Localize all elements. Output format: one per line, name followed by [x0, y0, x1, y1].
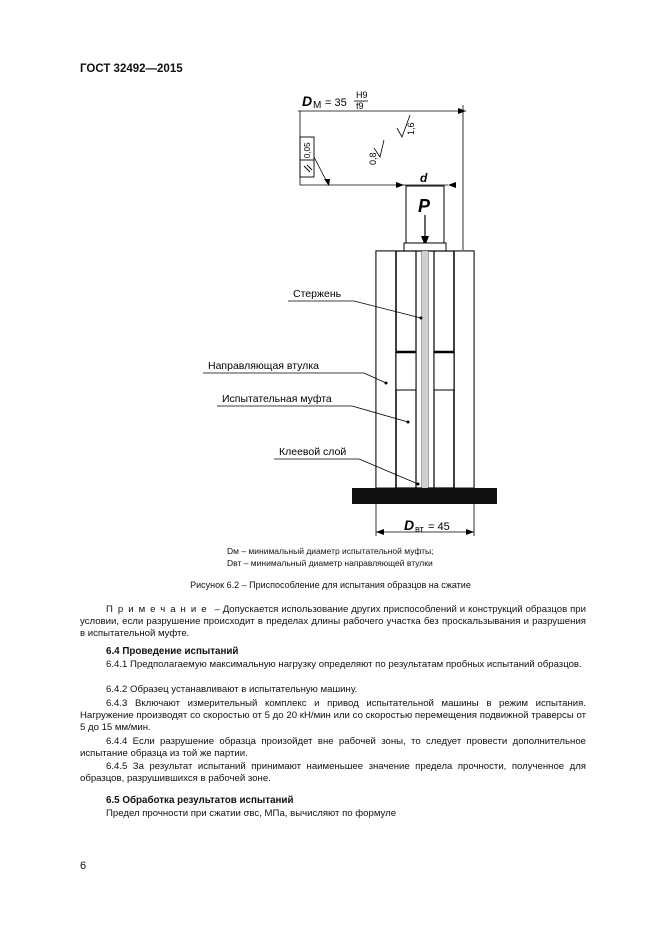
svg-text:Стержень: Стержень [293, 288, 342, 300]
definition-dm: Dм – минимальный диаметр испытательной муфты; [227, 546, 434, 556]
svg-text:1,6: 1,6 [406, 122, 416, 135]
dim-d-label: d [420, 171, 428, 185]
dim-dm-label: D [302, 93, 313, 109]
standard-header: ГОСТ 32492—2015 [80, 63, 183, 75]
page-number: 6 [80, 860, 87, 872]
force-label: P [418, 196, 431, 216]
figure-caption: Рисунок 6.2 – Приспособление для испытания образцов на сжатие [190, 580, 471, 590]
note-text: – Допускается использование других приспособлений и конструкций образцов при условии, если разрушение происходит в пределах длины рабочего участка без проскальзывания и разрушения в испытательной муфте. [80, 604, 586, 640]
roughness-mark-2 [368, 140, 384, 165]
note-paragraph [80, 604, 586, 641]
svg-text:Направляющая втулка: Направляющая втулка [208, 360, 319, 372]
para-6-4-4: 6.4.4 Если разрушение образца произойдет вне рабочей зоны, то следует провести дополнительное испытание образца из той же партии. [80, 736, 586, 760]
para-6-4-1: 6.4.1 Предполагаемую максимальную нагрузку определяют по результатам пробных испытаний образцов. [106, 659, 582, 670]
dim-dvt-subscript: вт [415, 524, 424, 534]
definition-dvt: Dвт – минимальный диаметр направляющей втулки [227, 558, 433, 568]
dim-dm-value: = 35 [325, 97, 347, 109]
svg-text:0,8: 0,8 [368, 152, 378, 165]
para-6-4-3: 6.4.3 Включают измерительный комплекс и привод испытательной машины в режим испытания. Нагружение производят со скоростью от 5 до 20 кН/мин или со скоростью перемещения подвижной траверсы от 5 до 15 мм/мин. [80, 698, 586, 734]
section-6-5-title: 6.5 Обработка результатов испытаний [106, 795, 294, 806]
dim-dm-subscript: М [313, 100, 322, 111]
para-6-4-2: 6.4.2 Образец устанавливают в испытательную машину. [106, 684, 358, 695]
dim-dvt-value: = 45 [428, 521, 450, 533]
para-6-5-1: Предел прочности при сжатии σвс, МПа, вычисляют по формуле [106, 808, 397, 819]
roughness-mark-1 [397, 115, 416, 137]
label-guide [203, 360, 388, 385]
note-heading: Примечание [106, 604, 212, 615]
svg-text:Клеевой слой: Клеевой слой [279, 446, 347, 458]
base-plate [352, 488, 497, 504]
svg-text:Испытательная муфта: Испытательная муфта [222, 393, 332, 405]
dim-dm-fit-bottom: f9 [356, 101, 364, 111]
dim-dvt-label: D [404, 517, 415, 533]
tolerance-value: 0,05 [303, 142, 312, 158]
para-6-4-5: 6.4.5 За результат испытаний принимают наименьшее значение предела прочности, полученное для образцов, разрушившихся в рабочей зоне. [80, 761, 586, 785]
dim-dm-fit-top: H9 [356, 90, 368, 100]
section-6-4-title: 6.4 Проведение испытаний [106, 646, 239, 657]
